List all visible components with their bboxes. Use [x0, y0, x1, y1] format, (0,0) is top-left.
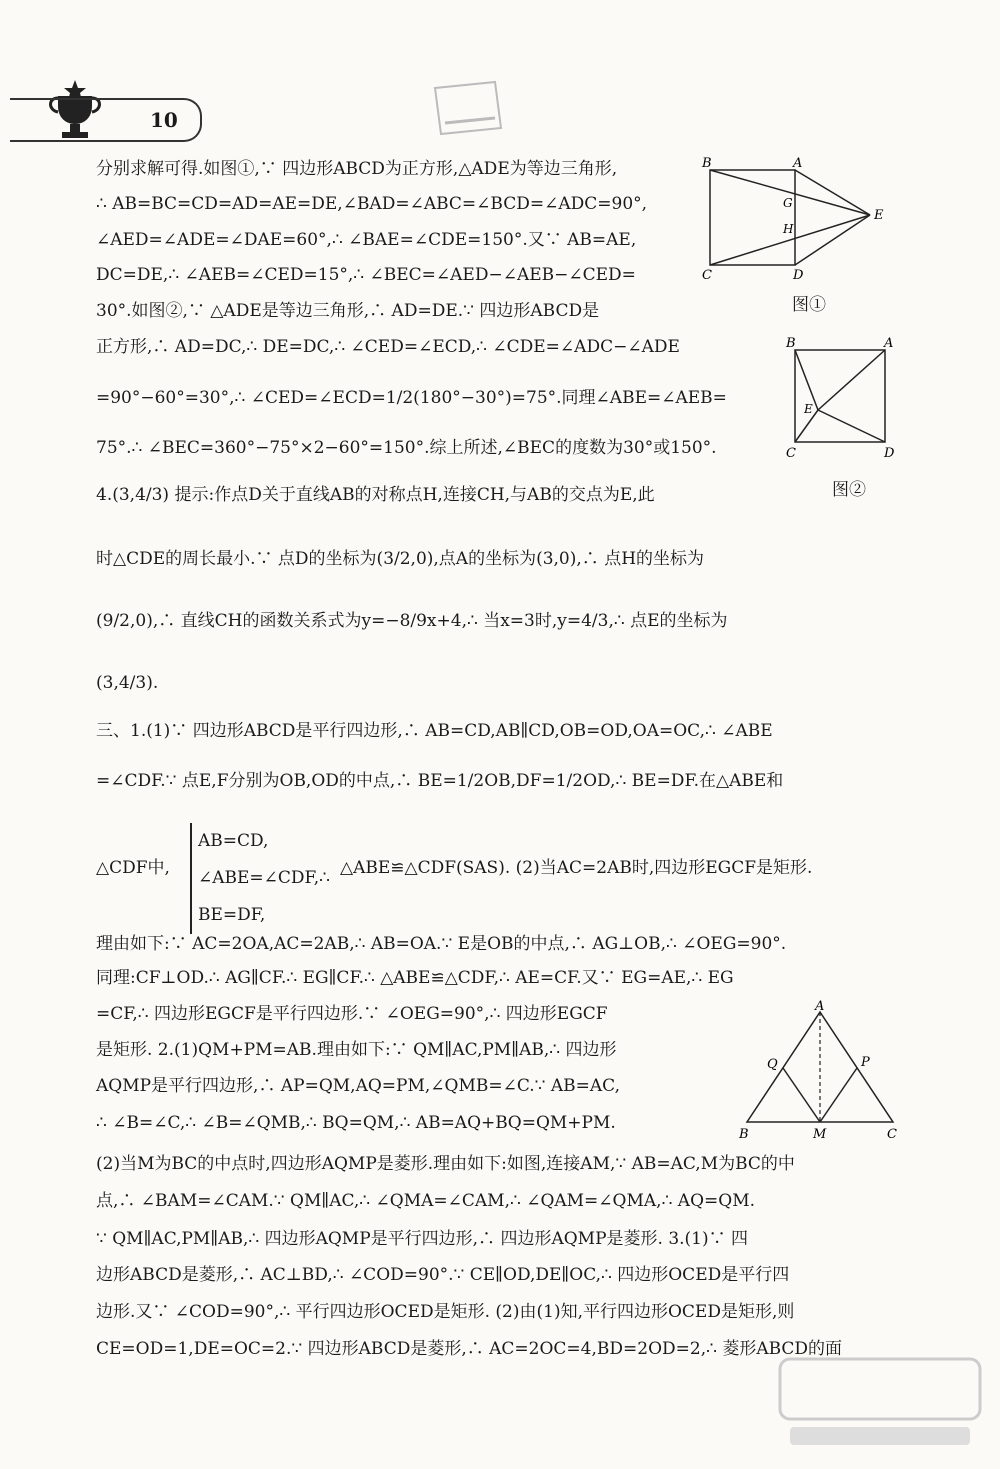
text-line: 是矩形. 2.(1)QM+PM=AB.理由如下:∵ QM∥AC,PM∥AB,∴ 四边形	[96, 1040, 617, 1060]
fig1-label-g: G	[783, 196, 793, 210]
text-line: 边形.又∵ ∠COD=90°,∴ 平行四边形OCED是矩形. (2)由(1)知,平行四边形OCED是矩形,则	[96, 1302, 795, 1322]
text-line: =90°−60°=30°,∴ ∠CED=∠ECD=1/2(180°−30°)=75°.同理∠ABE=∠AEB=	[96, 388, 727, 408]
text-line: DC=DE,∴ ∠AEB=∠CED=15°,∴ ∠BEC=∠AED−∠AEB−∠CED=	[96, 265, 636, 285]
text-line: ∴ AB=BC=CD=AD=AE=DE,∠BAD=∠ABC=∠BCD=∠ADC=90°,	[96, 194, 648, 214]
text-line: 边形ABCD是菱形,∴ AC⊥BD,∴ ∠COD=90°.∵ CE∥OD,DE∥OC,∴ 四边形OCED是平行四	[96, 1265, 790, 1285]
fig1-label-a: A	[793, 156, 803, 171]
brace-line: BE=DF,	[198, 905, 266, 925]
text-line: CE=OD=1,DE=OC=2.∵ 四边形ABCD是菱形,∴ AC=2OC=4,BD=2OD=2,∴ 菱形ABCD的面	[96, 1339, 843, 1359]
text-line: =∠CDF.∵ 点E,F分别为OB,OD的中点,∴ BE=1/2OB,DF=1/2OD,∴ BE=DF.在△ABE和	[96, 771, 784, 791]
fig2-label-b: B	[786, 336, 796, 351]
text-line: ∠AED=∠ADE=∠DAE=60°,∴ ∠BAE=∠CDE=150°.又∵ AB=AE,	[96, 230, 637, 250]
text-line: ∵ QM∥AC,PM∥AB,∴ 四边形AQMP是平行四边形,∴ 四边形AQMP是菱形. 3.(1)∵ 四	[96, 1229, 749, 1249]
text-line: 分别求解可得.如图①,∵ 四边形ABCD为正方形,△ADE为等边三角形,	[96, 159, 618, 179]
fig3-label-c: C	[887, 1127, 897, 1142]
text-line: △CDF中,	[96, 858, 170, 878]
fig3-label-q: Q	[767, 1057, 778, 1072]
page-number: 10	[150, 108, 178, 132]
text-line: 同理:CF⊥OD.∴ AG∥CF.∴ EG∥CF.∴ △ABE≌△CDF,∴ AE=CF.又∵ EG=AE,∴ EG	[96, 968, 734, 988]
fig3-label-m: M	[813, 1127, 827, 1142]
text-line: 点,∴ ∠BAM=∠CAM.∵ QM∥AC,∴ ∠QMA=∠CAM,∴ ∠QAM=∠QMA,∴ AQ=QM.	[96, 1191, 755, 1211]
text-line: 30°.如图②,∵ △ADE是等边三角形,∴ AD=DE.∵ 四边形ABCD是	[96, 301, 600, 321]
fig2-label-d: D	[884, 446, 895, 460]
fig3-label-a: A	[815, 1000, 825, 1014]
fig3-label-p: P	[861, 1055, 870, 1070]
text-line: (2)当M为BC的中点时,四边形AQMP是菱形.理由如下:如图,连接AM,∵ AB=AC,M为BC的中	[96, 1154, 795, 1174]
text-line: 正方形,∴ AD=DC,∴ DE=DC,∴ ∠CED=∠ECD,∴ ∠CDE=∠ADC−∠ADE	[96, 337, 680, 357]
fig1-label-b: B	[702, 156, 712, 171]
header-rule	[10, 140, 170, 142]
text-line: 75°.∴ ∠BEC=360°−75°×2−60°=150°.综上所述,∠BEC的度数为30°或150°.	[96, 438, 717, 458]
watermark-logo	[770, 1349, 990, 1459]
text-line: AQMP是平行四边形,∴ AP=QM,AQ=PM,∠QMB=∠C.∵ AB=AC,	[96, 1076, 620, 1096]
text-line: 三、1.(1)∵ 四边形ABCD是平行四边形,∴ AB=CD,AB∥CD,OB=OD,OA=OC,∴ ∠ABE	[96, 721, 773, 741]
figure-1	[700, 155, 900, 285]
figure-2	[780, 335, 900, 460]
text-line: 4.(3,4/3) 提示:作点D关于直线AB的对称点H,连接CH,与AB的交点为E,此	[96, 485, 655, 505]
text-line: (9/2,0),∴ 直线CH的函数关系式为y=−8/9x+4,∴ 当x=3时,y=4/3,∴ 点E的坐标为	[96, 611, 728, 631]
fig2-label-a: A	[884, 336, 894, 351]
fig2-caption: 图②	[832, 480, 866, 500]
equation-brace	[190, 823, 330, 934]
fig1-label-d: D	[793, 268, 804, 283]
brace-line: ∠ABE=∠CDF,∴	[198, 868, 330, 888]
brace-line: AB=CD,	[198, 831, 269, 851]
figure-3	[735, 1000, 905, 1150]
text-line: 理由如下:∵ AC=2OA,AC=2AB,∴ AB=OA.∵ E是OB的中点,∴ AG⊥OB,∴ ∠OEG=90°.	[96, 934, 787, 954]
fig1-caption: 图①	[792, 295, 826, 315]
fig1-label-h: H	[783, 222, 794, 236]
text-line: ∴ ∠B=∠C,∴ ∠B=∠QMB,∴ BQ=QM,∴ AB=AQ+BQ=QM+PM.	[96, 1113, 616, 1133]
fig1-label-c: C	[702, 268, 712, 283]
fig1-label-e: E	[874, 208, 884, 223]
fig2-label-e: E	[804, 402, 813, 416]
text-line: △ABE≌△CDF(SAS). (2)当AC=2AB时,四边形EGCF是矩形.	[340, 858, 813, 878]
stamp-icon	[425, 78, 510, 138]
fig3-label-b: B	[739, 1127, 749, 1142]
text-line: 时△CDE的周长最小.∵ 点D的坐标为(3/2,0),点A的坐标为(3,0),∴ 点H的坐标为	[96, 549, 705, 569]
text-line: (3,4/3).	[96, 673, 159, 693]
text-line: =CF,∴ 四边形EGCF是平行四边形.∵ ∠OEG=90°,∴ 四边形EGCF	[96, 1004, 608, 1024]
fig2-label-c: C	[786, 446, 796, 460]
